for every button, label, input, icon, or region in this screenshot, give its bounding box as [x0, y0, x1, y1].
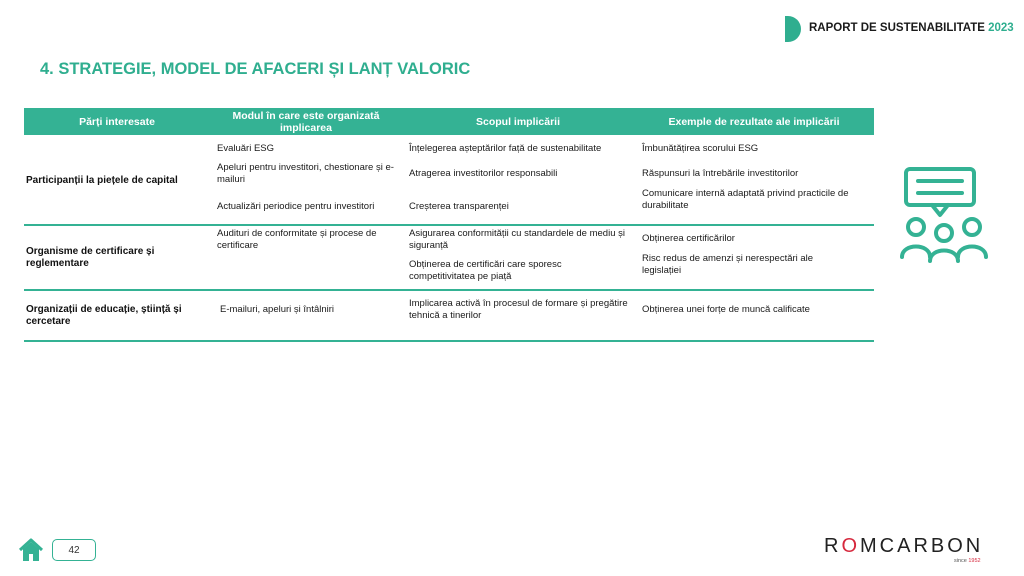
- cell-g1-c4-2: Răspunsuri la întrebările investitorilor: [642, 168, 799, 179]
- header-accent-shape: [785, 16, 801, 42]
- cell-g2-c4-1: Obținerea certificărilor: [642, 233, 735, 244]
- row-separator: [24, 340, 874, 342]
- logo-since-label: since: [954, 558, 967, 564]
- page-title: 4. STRATEGIE, MODEL DE AFACERI ȘI LANȚ VALORIC: [40, 60, 471, 78]
- cell-g1-c4-3: Comunicare internă adaptată privind practicile de durabilitate: [642, 188, 849, 211]
- row-label-certification-bodies: Organisme de certificare și reglementare: [26, 246, 155, 269]
- logo-wordmark: [824, 535, 983, 558]
- header-engagement-purpose: Scopul implicării: [475, 115, 561, 128]
- people-speech-bubble-icon: [898, 165, 994, 265]
- cell-g1-c2-1: Evaluări ESG: [217, 143, 275, 154]
- header-results-examples: Exemple de rezultate ale implicării: [668, 115, 840, 128]
- cell-g2-c3-2: Obținerea de certificări care sporesc competitivitatea pe piață: [409, 259, 562, 282]
- report-year: 2023: [988, 22, 1014, 34]
- report-title: [809, 22, 1014, 34]
- cell-g1-c3-3: Creșterea transparenței: [409, 201, 509, 212]
- cell-g3-c3-1: Implicarea activă în procesul de formare și pregătire tehnică a tinerilor: [409, 298, 628, 321]
- logo-since-year: 1952: [968, 558, 981, 564]
- logo-since: [954, 558, 981, 564]
- report-title-text: RAPORT DE SUSTENABILITATE: [809, 22, 985, 34]
- page-number: 42: [52, 539, 96, 561]
- logo-letters-rest: MCARBON: [860, 535, 984, 557]
- cell-g2-c2-1: Audituri de conformitate și procese de certificare: [217, 228, 377, 251]
- header-stakeholders: Părți interesate: [79, 115, 155, 128]
- cell-g1-c2-3: Actualizări periodice pentru investitori: [217, 201, 375, 212]
- row-label-capital-markets: Participanții la piețele de capital: [26, 175, 178, 186]
- header-engagement-mode: Modul în care este organizată implicarea: [232, 109, 380, 134]
- logo-letter-r: R: [824, 535, 842, 557]
- romcarbon-logo: [824, 535, 984, 569]
- cell-g1-c2-2: Apeluri pentru investitori, chestionare și e-mailuri: [217, 162, 394, 185]
- cell-g2-c3-1: Asigurarea conformității cu standardele de mediu și siguranță: [409, 228, 625, 251]
- cell-g1-c4-1: Îmbunătățirea scorului ESG: [642, 143, 759, 154]
- cell-g3-c2-1: E-mailuri, apeluri și întâlniri: [220, 304, 335, 315]
- cell-g1-c3-1: Înțelegerea așteptărilor față de sustenabilitate: [409, 143, 602, 154]
- home-icon[interactable]: [18, 537, 44, 563]
- cell-g1-c3-2: Atragerea investitorilor responsabili: [409, 168, 558, 179]
- cell-g3-c4-1: Obținerea unei forțe de muncă calificate: [642, 304, 810, 315]
- row-label-education-research: Organizații de educație, știință și cercetare: [26, 304, 182, 327]
- row-separator: [24, 224, 874, 226]
- logo-letter-o: O: [841, 535, 861, 557]
- row-separator: [24, 289, 874, 291]
- cell-g2-c4-2: Risc redus de amenzi și nerespectări ale legislației: [642, 253, 814, 276]
- table-header: [24, 108, 874, 135]
